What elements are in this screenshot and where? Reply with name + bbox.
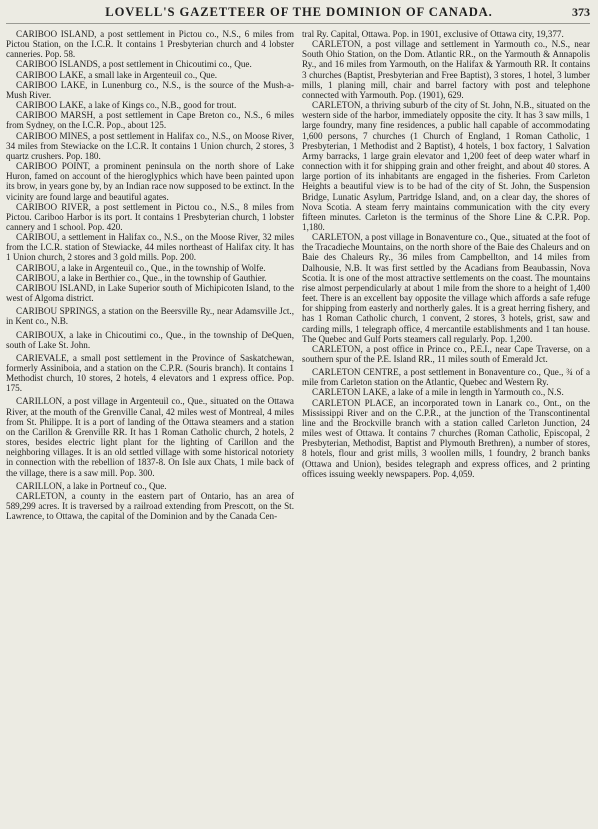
gazetteer-entry [302,100,590,232]
entry-text: a post settlement in Cape Breton co., N.S., 6 miles from Sydney, on the I.C.R. Pop., about 125. [6,110,294,131]
entry-text: a lake of Kings co., N.B., good for trout. [85,100,237,111]
gazetteer-entry [302,387,590,397]
entry-text: a lake of a mile in length in Yarmouth co., N.S. [389,387,564,398]
gazetteer-entry [6,283,294,303]
gazetteer-entry [6,100,294,110]
gazetteer-entry [6,353,294,394]
entry-text: a county in the eastern part of Ontario, has an area of 589,299 acres. It is traversed by a railroad extending from Prescott, on the St. Lawrence, to Ottawa, the capital of the Dominion and by the Canada Cen- [6,490,294,522]
gazetteer-entry [6,80,294,100]
right-column [302,29,590,521]
entry-text: a post settlement in Bonaventure co., Que., ¾ of a mile from Carleton station on the Atlantic, Quebec and Western Ry. [302,367,591,388]
entry-text: a post settlement in Chicoutimi co., Que. [100,59,252,70]
entry-text: in Lake Superior south of Michipicoten Island, to the west of Algoma district. [6,282,294,304]
gazetteer-entry [6,161,294,202]
entry-headword: CARLETON, [16,490,67,501]
entry-text: a small lake in Argenteuil co., Que. [85,69,218,80]
entry-text: a post office in Prince co., P.E.I., near Cape Traverse, on a southern spur of the P.E. Island RR., 11 miles south of Emerald Jct. [302,343,590,364]
entry-text: a post village and settlement in Yarmouth co., N.S., near South Ohio Station, on the Dom. Atlantic RR., on the Yarmouth & Annapolis Ry., and 16 miles from Yarmouth, on the Halifax & Yarmouth RR. It contains 3 churches (Baptist, Presbyterian and Free Baptist), 3 stores, 1 hotel, 3 lumber mills, 1 planing mill, chair and barrel factory with post and telephone connected with Yarmouth. Pop. (1901), 629. [302,39,590,100]
entry-headword: CARIBOU, [16,262,60,273]
entry-headword: CARIBOU, [16,232,60,243]
entry-headword: CARIEVALE, [16,352,69,363]
gazetteer-entry [6,306,294,326]
gazetteer-entry [302,398,590,479]
gazetteer-entry [6,491,294,521]
entry-text: a lake in Chicoutimi co., Que., in the township of DeQuen, south of Lake St. John. [6,329,294,350]
gazetteer-entry [6,481,294,491]
gazetteer-entry [302,29,590,39]
gazetteer-entry [6,232,294,262]
gazetteer-entry [302,39,590,100]
gazetteer-entry [6,202,294,232]
entry-headword: CARIBOO ISLAND, [16,29,97,39]
gazetteer-entry [6,396,294,477]
entry-text: a post settlement in Pictou co., N.S., 6 miles from Pictou Station, on the I.C.R. It contains 1 Presbyterian church and 4 lobster canneries. Pop. 58. [6,29,294,60]
gazetteer-entry [302,344,590,364]
entry-text: a lake in Argenteuil co., Que., in the township of Wolfe. [59,262,266,273]
entry-headword: CARLETON, [312,100,363,111]
gazetteer-entry [6,330,294,350]
gazetteer-entry [6,29,294,59]
entry-headword: CARLETON, [312,343,363,354]
entry-headword: CARLETON LAKE, [312,387,390,398]
entry-headword: CARIBOO MINES, [16,130,91,141]
entry-headword: CARLETON CENTRE, [312,367,401,378]
entry-text: a lake in Portneuf co., Que. [64,480,167,491]
entry-text: a post settlement in Halifax co., N.S., on Moose River, 34 miles from Stewiacke on the I.C.R. It contains 1 Union church, 2 stores, 3 quartz crushers. Pop. 180. [6,130,294,161]
text-columns [6,29,590,521]
entry-headword: CARLETON, [312,39,363,50]
entry-text: a settlement in Halifax co., N.S., on the Moose River, 32 miles from the I.C.R. station of Stewiacke, 44 miles northeast of Halifax city. It has 1 Union church, 2 stores and 3 gold mills. Pop. 200. [6,232,294,263]
entry-headword: CARIBOO LAKE, [16,79,88,90]
entry-text: a thriving suburb of the city of St. John, N.B., situated on the western side of the harbor, immediately opposite the city. It has 3 saw mills, 1 large foundry, many fine residences, a public hall capable of accommodating 1,600 persons, 7 churches (1 Church of England, 1 Roman Catholic, 1 Presbyterian, 1 Methodist and 2 Baptist), 4 hotels, 1 box factory, 1 Salvation Army barracks, 1 large grain elevator and 1,200 feet of deep water wharf in connection with it for shipping grain and other freight, and about 40 stores. A large portion of its inhabitants are engaged in the fisheries. From Carleton Heights a beautiful view is to be had of the city of St. John, the Suspension Bridge, Lunatic Asylum, Partridge Island, and, on a clear day, the shores of Nova Scotia. A steam ferry maintains communication with the city every fifteen minutes. Carleton is the terminus of the Shore Line & C.P.R. Pop. 1,180. [302,100,590,232]
gazetteer-entry [6,59,294,69]
entry-headword: CARILLON, [16,396,65,407]
entry-text: an incorporated town in Lanark co., Ont., on the Mississippi River and on the C.P.R., at the junction of the Transcontinental line and the Brockville branch with a station called Carleton Junction, 24 miles west of Ottawa. It contains 7 churches (Roman Catholic, Episcopal, 2 Presbyterian, Methodist, Baptist and Plymouth Brethren), a number of stores, 8 hotels, flour and grist mills, 3 woollen mills, 1 foundry, 2 branch banks (Ottawa and Union), besides telegraph and express offices, and 2 printing offices issuing weekly newspapers. Pop. 4,059. [302,397,590,479]
gazetteer-entry [302,367,590,387]
gazetteer-entry [6,263,294,273]
gazetteer-entry [6,70,294,80]
entry-text: a station on the Beersville Ry., near Adamsville Jct., in Kent co., N.B. [6,306,294,327]
gazetteer-entry [6,110,294,130]
entry-text: a small post settlement in the Province of Saskatchewan, formerly Assiniboia, and a station on the C.P.R. (Souris branch). It contains 1 Methodist church, 10 stores, 2 hotels, 4 elevators and 1 express office. Pop. 175. [6,352,294,394]
entry-headword: CARIBOO POINT, [16,161,91,172]
entry-headword: CARILLON, [16,480,65,491]
entry-text: a post village in Argenteuil co., Que., situated on the Ottawa River, at the mouth of the Grenville Canal, 42 miles west of Montreal, 4 miles from St. Philippe. It is a port of landing of the Ottawa steamers and a station on the Carillon & Grenville RR. It has 1 Roman Catholic church, 2 hotels, 2 stores, besides electric light plant for the lighting of Carillon and the neighboring villages. It is an old settled village with some historical notoriety in connection with the rebellion of 1837-8. On Isle aux Chats, 1 mile back of the village, there is a saw mill. Pop. 300. [6,396,294,478]
gazetteer-entry [6,273,294,283]
entry-headword: CARIBOU ISLAND, [16,282,96,293]
entry-text: a lake in Berthier co., Que., in the township of Gauthier. [59,272,267,283]
running-title: LOVELL'S GAZETTEER OF THE DOMINION OF CANADA. [105,5,493,19]
gazetteer-entry [6,131,294,161]
entry-text: a post village in Bonaventure co., Que., situated at the foot of the Tracadieche Mountains, on the north shore of the Baie des Chaleurs and on Baie des Chaleurs Ry., 36 miles from Campbellton, and 14 miles from Dalhousie, N.B. It was first settled by the Acadians from Beaubassin, Nova Scotia. It is one of the most attractive settlements on the coast. The mountains rise almost perpendicularly at about 1 mile from the shore to a height of 1,400 feet. There is an excellent bay opposite the village which affords a safe refuge for shipping from easterly and northerly gales. It is a great herring fishery, and has 1 Roman Catholic church, 1 convent, 2 stores, 3 hotels, grist, saw and carding mills, 1 telegraph office, 4 mercantile establishments and 1 tan house. The Quebec and Gulf Ports steamers call regularly. Pop. 1,200. [302,232,590,344]
entry-headword: CARIBOU SPRINGS, [16,306,100,317]
running-header [6,5,590,24]
entry-headword: CARIBOU, [16,272,60,283]
entry-text: a prominent peninsula on the north shore of Lake Huron, famed on account of the hieroglyphics which have been painted upon its brow, in years gone by, by an Indian race now supposed to be extinct. In the vicinity are found large and beautiful agates. [6,161,294,202]
entry-headword: CARIBOO ISLANDS, [16,59,101,70]
entry-headword: CARIBOO MARSH, [16,110,96,121]
page-number: 373 [572,5,590,19]
entry-headword: CARIBOO RIVER, [16,201,91,212]
entry-headword: CARLETON, [312,232,363,243]
entry-headword: CARIBOUX, [16,329,66,340]
left-column [6,29,294,521]
entry-text: a post settlement in Pictou co., N.S., 8 miles from Pictou. Cariboo Harbor is its port. It contains 1 Presbyterian church, 1 lobster cannery and 1 school. Pop. 420. [6,201,294,232]
entry-text: in Lunenburg co., N.S., is the source of the Mush-a-Mush River. [6,79,294,100]
entry-text: tral Ry. Capital, Ottawa. Pop. in 1901, exclusive of Ottawa city, 19,377. [302,29,564,39]
gazetteer-entry [302,232,590,344]
entry-headword: CARIBOO LAKE, [16,100,86,111]
entry-headword: CARLETON PLACE, [312,397,396,408]
entry-headword: CARIBOO LAKE, [16,69,86,80]
